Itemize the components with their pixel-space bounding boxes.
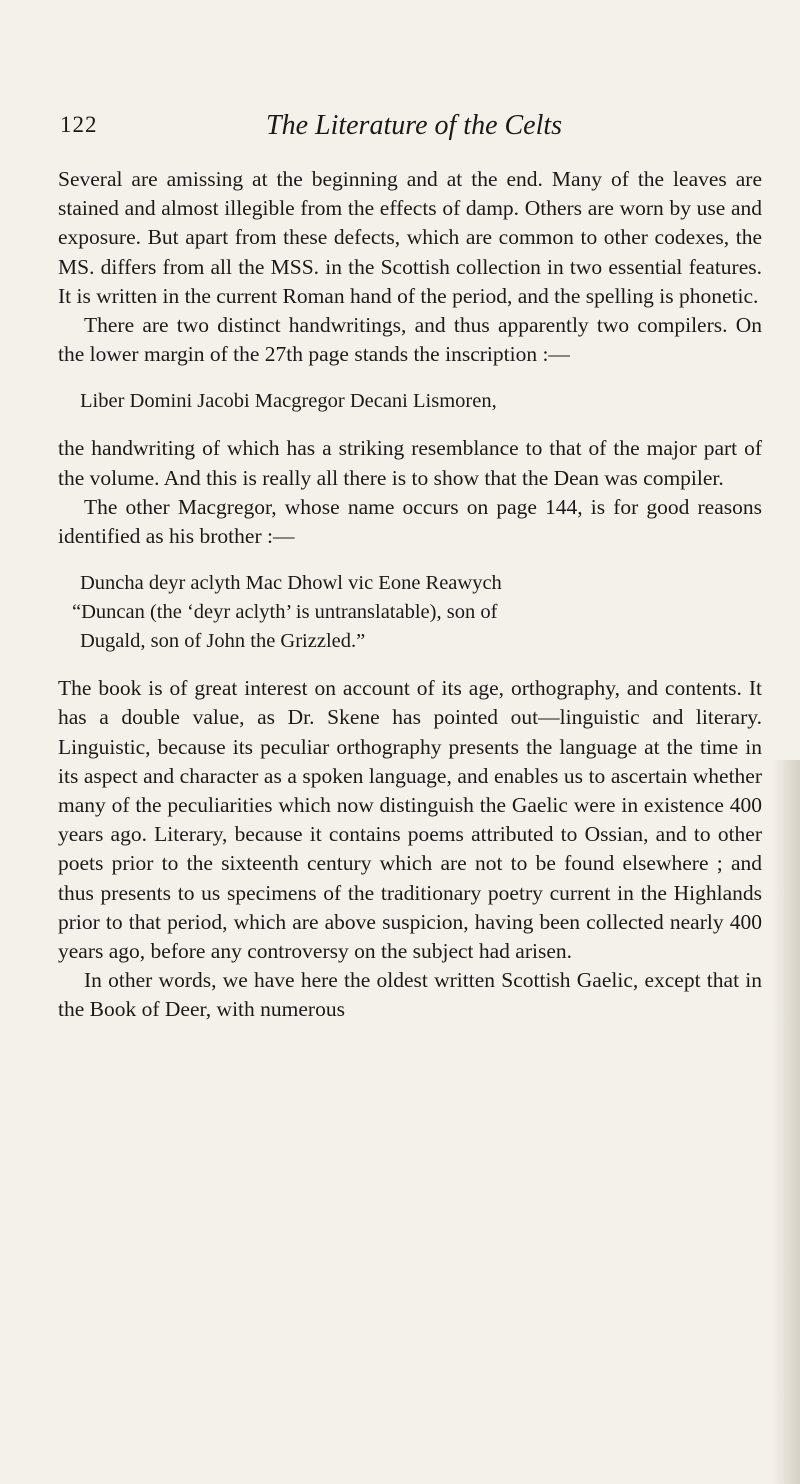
page-edge-shadow	[772, 760, 800, 1484]
running-title: The Literature of the Celts	[266, 110, 563, 141]
inscription-duncha	[58, 569, 762, 656]
inscription-lismore: Liber Domini Jacobi Macgregor Decani Lismoren,	[80, 390, 497, 413]
inscription-line-3: Dugald, son of John the Grizzled.”	[80, 630, 366, 653]
page-number: 122	[60, 112, 98, 137]
page-header	[40, 112, 760, 152]
inscription-line-1: Duncha deyr aclyth Mac Dhowl vic Eone Reawych	[80, 572, 502, 595]
paragraph-1: Several are amissing at the beginning and at the end. Many of the leaves are stained and almost illegible from the effects of damp. Others are worn by use and exposure. But apart from these defects, which are common to other codexes, the MS. differs from all the MSS. in the Scottish collection in two essential features. It is written in the current Roman hand of the period, and the spelling is phonetic.	[58, 167, 762, 308]
paragraph-4: The other Macgregor, whose name occurs on page 144, is for good reasons identified as his brother :—	[58, 494, 762, 549]
paragraph-2: There are two distinct handwritings, and thus apparently two compilers. On the lower margin of the 27th page stands the inscription :—	[58, 313, 762, 367]
body-text	[58, 165, 762, 1025]
paragraph-5: The book is of great interest on account of its age, orthography, and contents. It has a double value, as Dr. Skene has pointed out—linguistic and literary. Linguistic, because its peculiar orthography presents the language at the time in its aspect and character as a spoken language, and enables us to ascertain whether many of the peculiarities which now distinguish the Gaelic were in existence 400 years ago. Literary, because it contains poems attributed to Ossian, and to other poets prior to the sixteenth century which are not to be found elsewhere ; and thus presents to us specimens of the traditionary poetry current in the Highlands prior to that period, which are above suspicion, having been collected nearly 400 years ago, before any controversy on the subject had arisen.	[58, 676, 762, 964]
paragraph-3: the handwriting of which has a striking resemblance to that of the major part of the volume. And this is really all there is to show that the Dean was compiler.	[58, 436, 762, 490]
inscription-line-2: “Duncan (the ‘deyr aclyth’ is untranslatable), son of	[72, 601, 498, 624]
paragraph-6: In other words, we have here the oldest written Scottish Gaelic, except that in the Book of Deer, with numerous	[58, 968, 762, 1022]
